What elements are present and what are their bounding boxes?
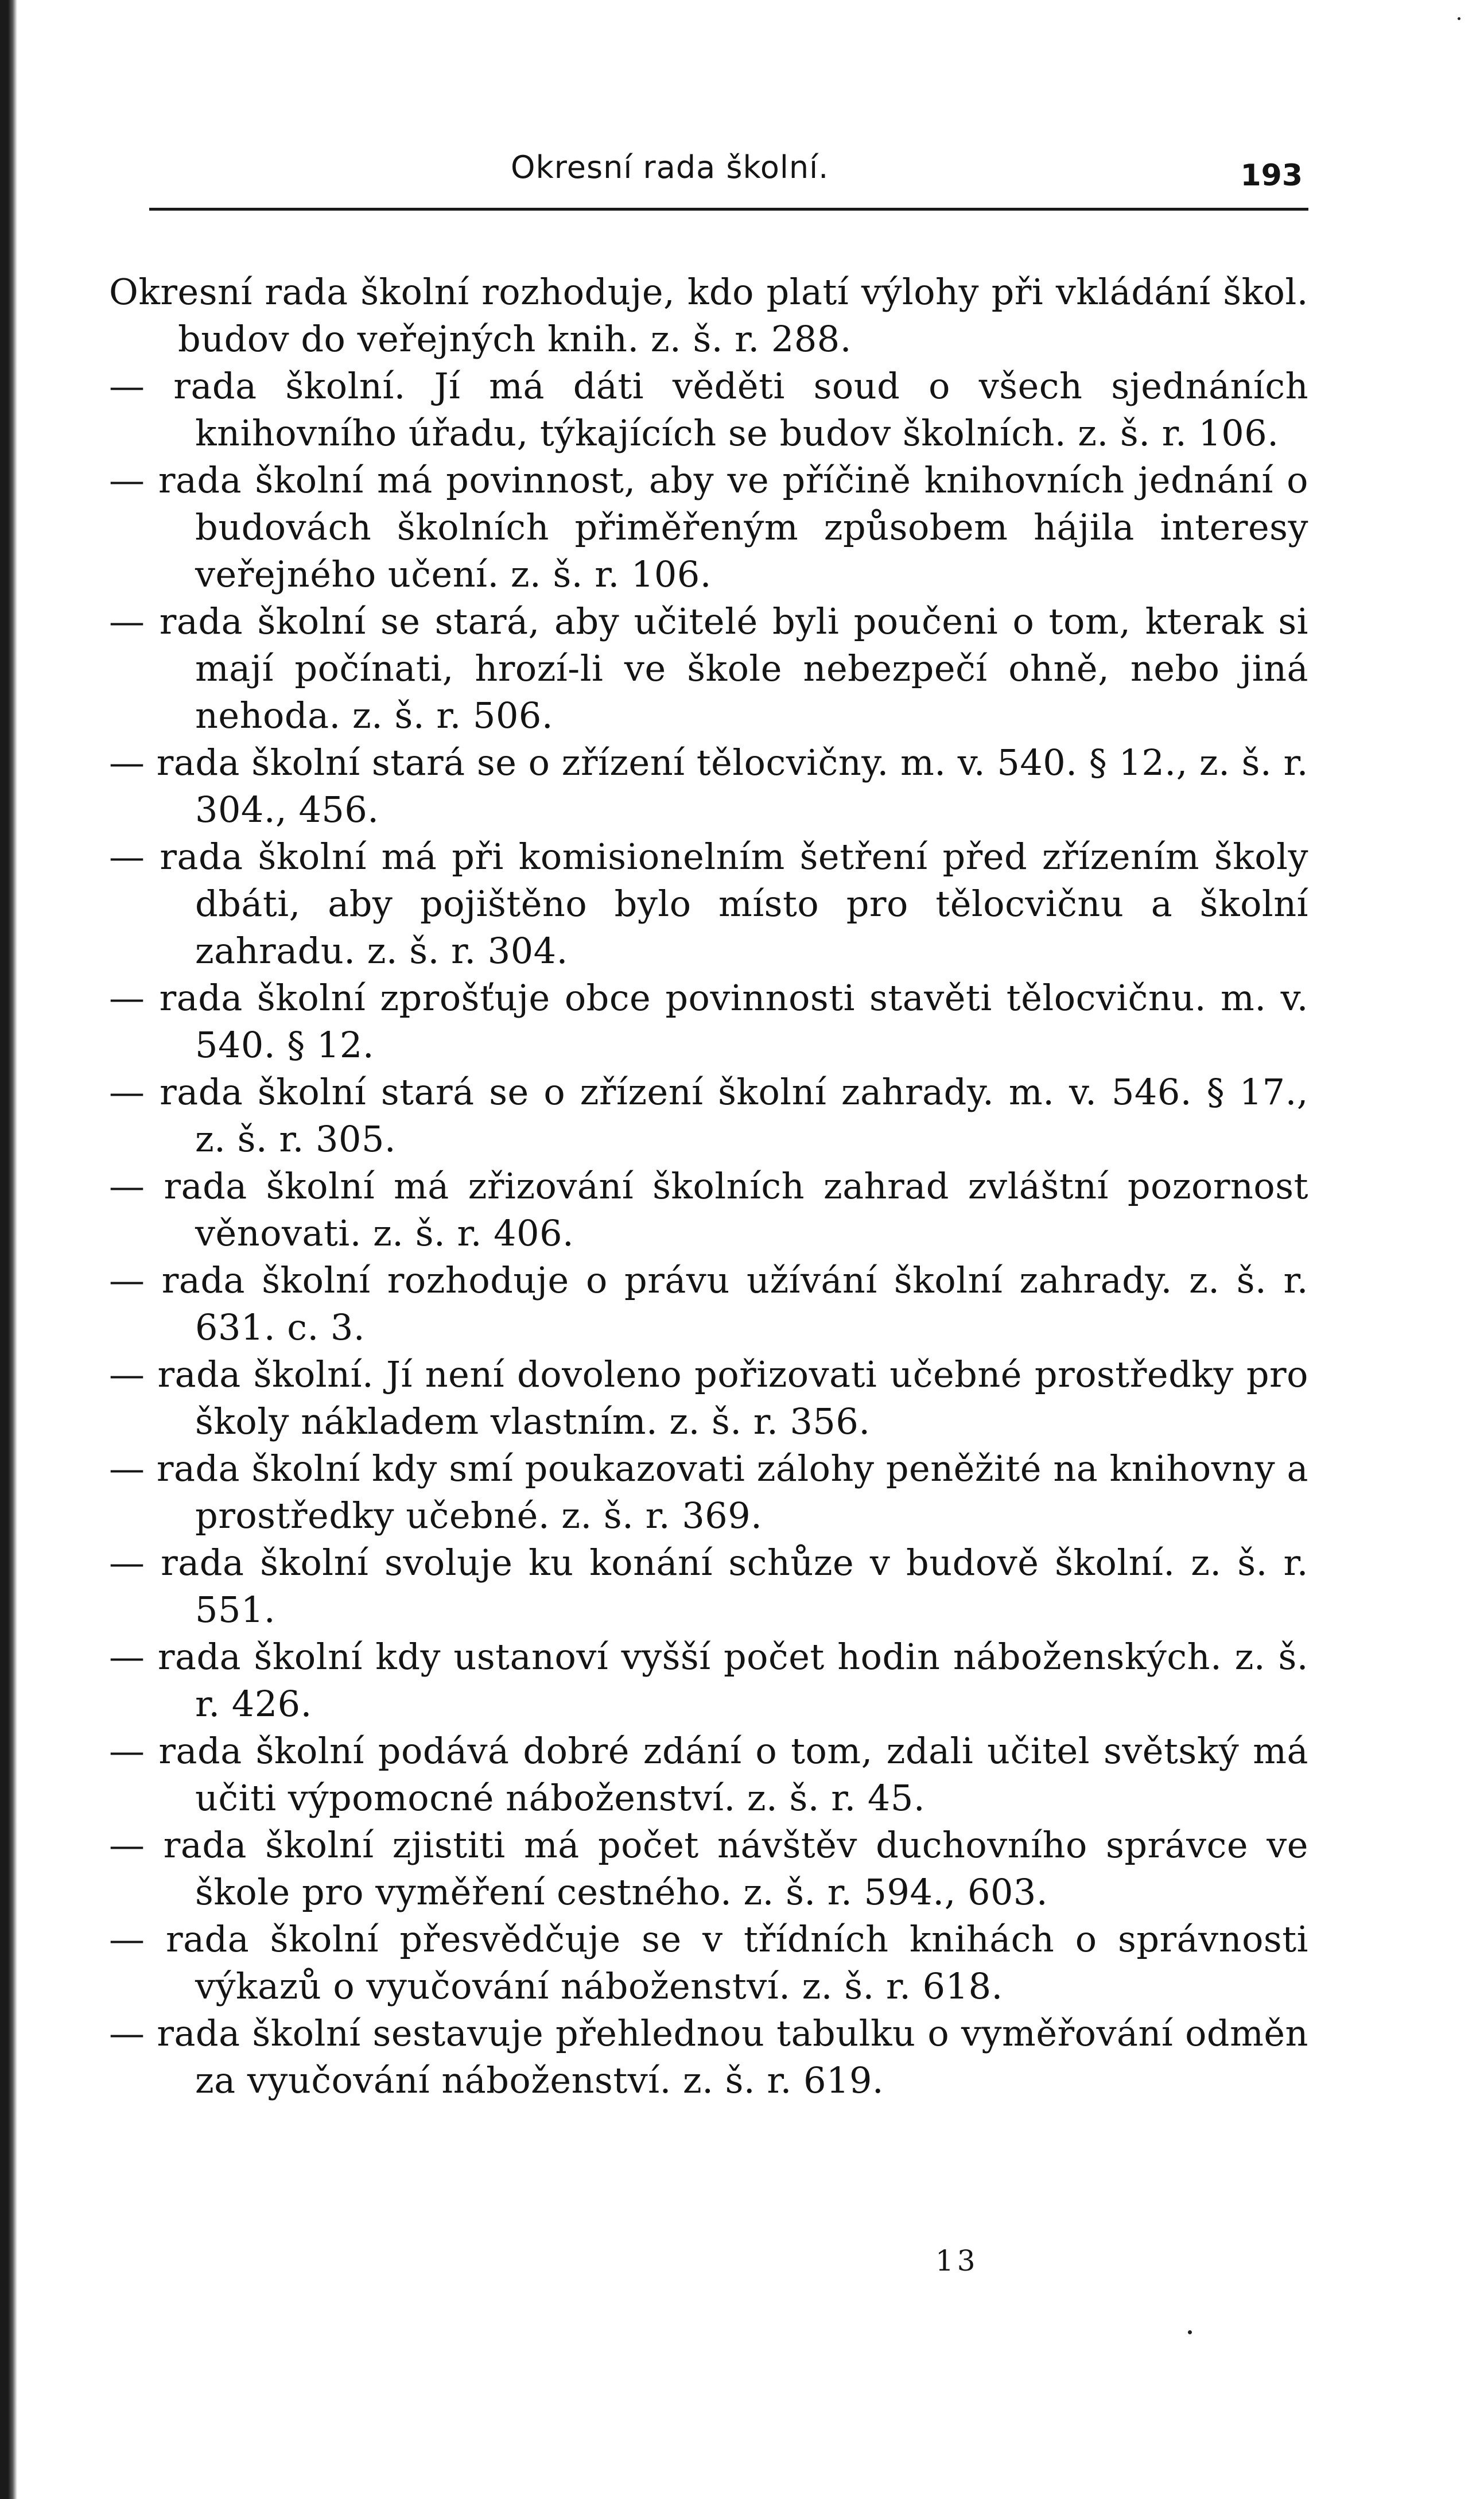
signature-mark: 13 — [935, 2244, 979, 2277]
index-entry: — rada školní. Jí má dáti věděti soud o všech sjednáních knihovního úřadu, týkajících se budov školních. z. š. r. 106. — [109, 365, 1308, 454]
index-entry: — rada školní přesvědčuje se v třídních knihách o správnosti výkazů o vyučování náboženství. z. š. r. 618. — [109, 1918, 1308, 2007]
index-entry: — rada školní zprošťuje obce povinnosti stavěti tělocvičnu. m. v. 540. § 12. — [109, 977, 1308, 1066]
book-page — [109, 138, 1308, 2101]
index-entry: — rada školní má povinnost, aby ve příčině knihovních jednání o budovách školních přiměřeným způsobem hájila interesy veřejného učení. z. š. r. 106. — [109, 459, 1308, 595]
page-header — [109, 138, 1308, 207]
index-entry: Okresní rada školní rozhoduje, kdo platí výlohy při vkládání škol. budov do veřejných knih. z. š. r. 288. — [109, 271, 1308, 360]
index-entry: — rada školní kdy ustanoví vyšší počet hodin náboženských. z. š. r. 426. — [109, 1636, 1308, 1725]
index-entry: — rada školní sestavuje přehlednou tabulku o vyměřování odměn za vyučování náboženství. z. š. r. 619. — [109, 2012, 1308, 2101]
index-entry: — rada školní kdy smí poukazovati zálohy peněžité na knihovny a prostředky učebné. z. š. r. 369. — [109, 1448, 1308, 1536]
index-entry: — rada školní má zřizování školních zahrad zvláštní pozornost věnovati. z. š. r. 406. — [109, 1165, 1308, 1254]
index-entry: — rada školní svoluje ku konání schůze v budově školní. z. š. r. 551. — [109, 1542, 1308, 1631]
running-head: Okresní rada školní. — [511, 149, 829, 185]
index-entry: — rada školní rozhoduje o právu užívání školní zahrady. z. š. r. 631. c. 3. — [109, 1259, 1308, 1348]
page-number: 193 — [1240, 158, 1303, 193]
scan-binding-edge — [0, 0, 17, 2499]
index-entry: — rada školní zjistiti má počet návštěv duchovního správce ve škole pro vyměření cestného. z. š. r. 594., 603. — [109, 1824, 1308, 1913]
scan-speck — [1188, 2330, 1192, 2334]
index-entry: — rada školní stará se o zřízení školní zahrady. m. v. 546. § 17., z. š. r. 305. — [109, 1071, 1308, 1160]
index-entry: — rada školní má při komisionelním šetření před zřízením školy dbáti, aby pojištěno bylo místo pro tělocvičnu a školní zahradu. z. š. r. 304. — [109, 836, 1308, 972]
index-entry: — rada školní. Jí není dovoleno pořizovati učebné prostředky pro školy nákladem vlastním. z. š. r. 356. — [109, 1353, 1308, 1442]
index-entry: — rada školní podává dobré zdání o tom, zdali učitel světský má učiti výpomocné náboženství. z. š. r. 45. — [109, 1730, 1308, 1819]
scan-speck — [1458, 17, 1460, 20]
header-rule — [149, 208, 1308, 211]
index-entry: — rada školní se stará, aby učitelé byli poučeni o tom, kterak si mají počínati, hrozí-li ve škole nebezpečí ohně, nebo jiná nehoda. z. š. r. 506. — [109, 600, 1308, 736]
index-entries — [109, 269, 1308, 2104]
index-entry: — rada školní stará se o zřízení tělocvičny. m. v. 540. § 12., z. š. r. 304., 456. — [109, 742, 1308, 831]
